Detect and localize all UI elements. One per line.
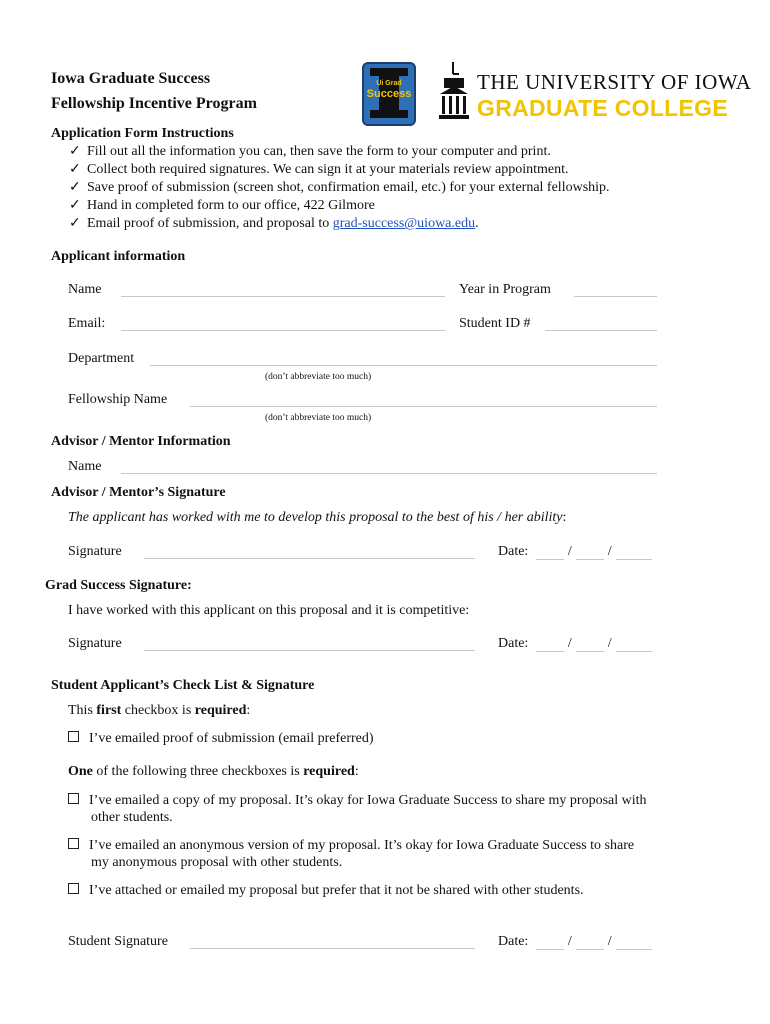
student-signature-label: Student Signature	[68, 934, 168, 949]
department-label: Department	[68, 351, 135, 366]
advisor-statement: The applicant has worked with me to develop this proposal to the best of his / her ability:	[68, 510, 567, 525]
checkmark-icon: ✓	[69, 162, 81, 177]
checkmark-icon: ✓	[69, 180, 81, 195]
checkmark-icon: ✓	[69, 198, 81, 213]
date-month-field[interactable]	[536, 545, 564, 560]
checkbox-item-2[interactable]: I’ve emailed a copy of my proposal. It’s okay for Iowa Graduate Success to share my proposal with other students.	[68, 792, 647, 826]
grad-success-logo	[362, 62, 416, 126]
checkmark-icon: ✓	[69, 144, 81, 159]
advisor-signature-label: Signature	[68, 544, 122, 559]
department-hint: (don’t abbreviate too much)	[265, 372, 372, 382]
list-item: ✓ Fill out all the information you can, then save the form to your computer and print.	[69, 144, 551, 159]
fellowship-label: Fellowship Name	[68, 392, 168, 407]
badge-top-text: Ui Grad	[376, 80, 402, 87]
checkbox-item-3[interactable]: I’ve emailed an anonymous version of my proposal. It’s okay for Iowa Graduate Success to share my anonymous proposal with other students.	[68, 837, 634, 871]
old-capitol-icon	[436, 60, 472, 122]
grad-signature-label: Signature	[68, 636, 122, 651]
checkbox[interactable]	[68, 883, 79, 894]
grad-date: Date: / /	[498, 636, 656, 652]
college-name: GRADUATE COLLEGE	[477, 95, 728, 121]
checkbox-item-1[interactable]: I’ve emailed proof of submission (email preferred)	[68, 731, 374, 747]
email-field[interactable]	[121, 330, 445, 331]
list-item: ✓ Hand in completed form to our office, 422 Gilmore	[69, 198, 375, 213]
badge-main-text: Success	[366, 88, 412, 100]
university-name: THE UNIVERSITY OF IOWA	[477, 70, 752, 94]
date-month-field[interactable]	[536, 935, 564, 950]
advisor-name-field[interactable]	[121, 473, 657, 474]
grad-success-heading: Grad Success Signature:	[45, 578, 192, 593]
title-line-2: Fellowship Incentive Program	[51, 95, 257, 112]
list-item: ✓ Collect both required signatures. We can sign it at your materials review appointment.	[69, 162, 569, 177]
department-field[interactable]	[150, 365, 657, 366]
required-note-1: This first checkbox is required:	[68, 703, 251, 718]
date-day-field[interactable]	[576, 935, 604, 950]
list-item: ✓ Save proof of submission (screen shot, confirmation email, etc.) for your external fellowship.	[69, 180, 610, 195]
student-id-label: Student ID #	[459, 316, 531, 331]
date-month-field[interactable]	[536, 637, 564, 652]
year-label: Year in Program	[459, 282, 551, 297]
applicant-heading: Applicant information	[51, 249, 186, 264]
date-year-field[interactable]	[616, 637, 652, 652]
fellowship-hint: (don’t abbreviate too much)	[265, 413, 372, 423]
fellowship-field[interactable]	[190, 406, 657, 407]
checkmark-icon: ✓	[69, 216, 81, 231]
advisor-signature-heading: Advisor / Mentor’s Signature	[51, 485, 226, 500]
date-year-field[interactable]	[616, 935, 652, 950]
grad-signature-field[interactable]	[144, 650, 475, 651]
date-day-field[interactable]	[576, 637, 604, 652]
page-title	[51, 66, 257, 116]
name-label: Name	[68, 282, 102, 297]
checkbox[interactable]	[68, 793, 79, 804]
checkbox[interactable]	[68, 731, 79, 742]
advisor-heading: Advisor / Mentor Information	[51, 434, 231, 449]
advisor-signature-field[interactable]	[144, 558, 475, 559]
checklist-heading: Student Applicant’s Check List & Signature	[51, 678, 315, 693]
student-signature-field[interactable]	[190, 948, 475, 949]
student-date: Date: / /	[498, 934, 656, 950]
list-item: ✓ Email proof of submission, and proposal to grad-success@uiowa.edu.	[69, 216, 479, 231]
required-note-2: One of the following three checkboxes is required:	[68, 764, 359, 779]
date-day-field[interactable]	[576, 545, 604, 560]
advisor-date: Date: / /	[498, 544, 656, 560]
date-year-field[interactable]	[616, 545, 652, 560]
title-line-1: Iowa Graduate Success	[51, 70, 211, 87]
checkbox-item-4[interactable]: I’ve attached or emailed my proposal but prefer that it not be shared with other students.	[68, 883, 584, 899]
name-field[interactable]	[121, 296, 445, 297]
checkbox[interactable]	[68, 838, 79, 849]
instructions-list	[69, 143, 610, 233]
student-id-field[interactable]	[545, 330, 657, 331]
instructions-heading: Application Form Instructions	[51, 126, 234, 141]
grad-success-statement: I have worked with this applicant on this proposal and it is competitive:	[68, 603, 470, 618]
advisor-name-label: Name	[68, 459, 102, 474]
email-link[interactable]: grad-success@uiowa.edu	[332, 216, 476, 231]
email-label: Email:	[68, 316, 106, 331]
year-field[interactable]	[574, 296, 657, 297]
